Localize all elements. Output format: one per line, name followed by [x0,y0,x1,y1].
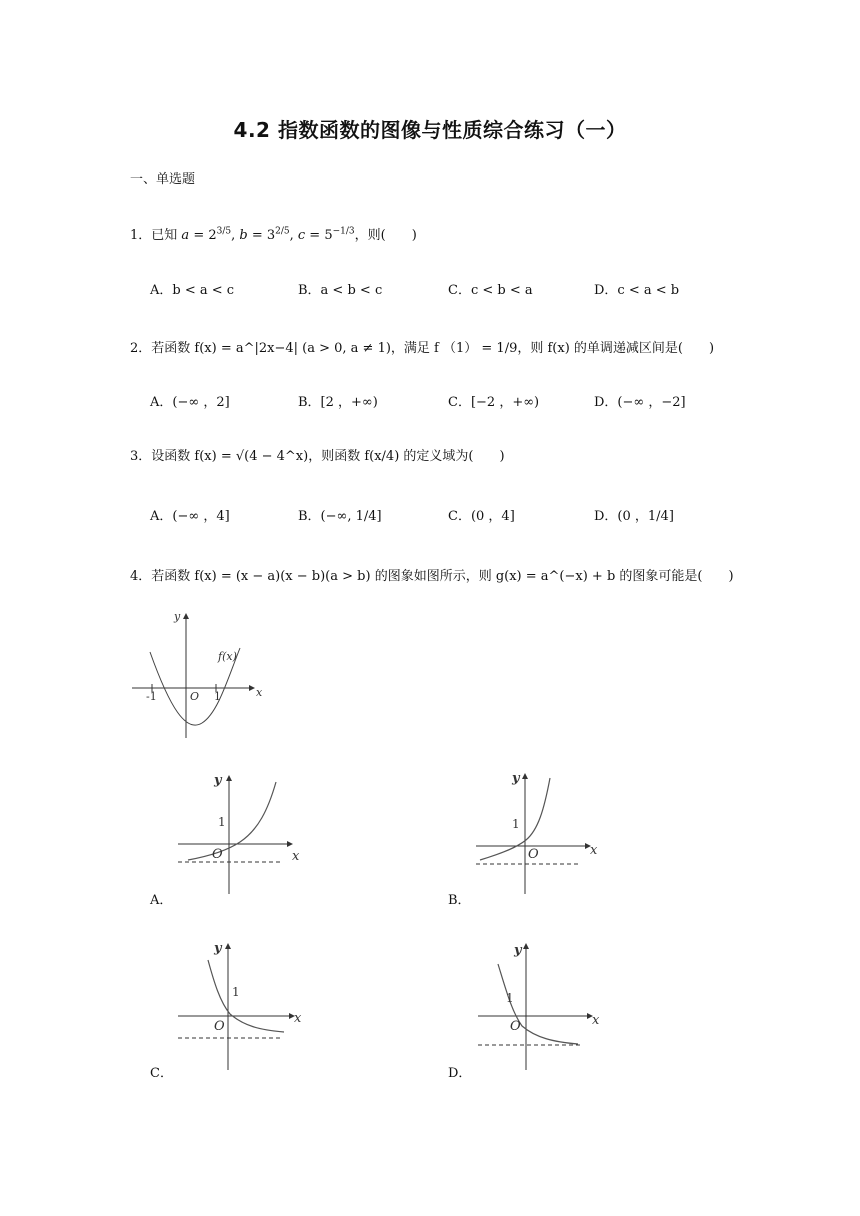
svg-text:O: O [528,847,539,862]
question-1-stem: 1．已知 $a = 2^{3/5}$, $b = 3^{2/5}$, $c = 5^{-1/3}$，则( ) [130,226,417,243]
option-a-label[interactable]: A． [150,893,173,908]
question-1-option-b[interactable]: B．a < b < c [298,283,383,298]
fig-f-y-label: y [174,610,181,623]
svg-text:O: O [214,1019,225,1034]
question-1-option-d[interactable]: D．c < a < b [594,283,680,298]
option-d-graph[interactable] [470,940,610,1075]
option-d-label[interactable]: D． [448,1066,472,1081]
svg-text:1: 1 [232,985,240,999]
question-1-option-c[interactable]: C．c < b < a [448,283,533,298]
fig-f-neg1: -1 [146,690,157,703]
svg-text:1: 1 [506,991,514,1005]
option-c-graph[interactable] [170,940,310,1075]
svg-text:1: 1 [218,815,226,829]
question-2-option-a[interactable]: A．(−∞ ，2] [150,395,230,410]
question-3-option-b[interactable]: B．(−∞, 1/4] [298,509,382,524]
svg-text:y: y [214,773,222,788]
question-3-option-d[interactable]: D．(0 ，1/4] [594,509,674,524]
svg-text:O: O [510,1019,521,1034]
question-3-option-a[interactable]: A．(−∞ ，4] [150,509,230,524]
fig-f-x-label: x [256,686,263,699]
svg-text:x: x [592,1013,600,1028]
fig-f-fx-label: f(x) [218,650,237,663]
svg-text:x: x [294,1011,302,1026]
svg-text:y: y [214,941,222,956]
question-2-option-c[interactable]: C．[−2 ，+∞) [448,395,540,410]
svg-text:y: y [512,771,520,786]
svg-text:x: x [292,849,300,864]
svg-text:x: x [590,843,598,858]
fig-f-one: 1 [214,690,221,703]
svg-text:y: y [514,943,522,958]
option-a-graph[interactable] [170,770,310,900]
svg-text:1: 1 [512,817,520,831]
page-title: 4.2 指数函数的图像与性质综合练习（一） [233,118,627,142]
option-b-graph[interactable] [470,770,610,900]
question-4-stem: 4．若函数 f(x) = (x − a)(x − b)(a > b) 的图象如图所示，则 g(x) = a^(−x) + b 的图象可能是( ) [130,569,734,584]
option-c-label[interactable]: C． [150,1066,173,1081]
question-2-option-b[interactable]: B．[2 ，+∞) [298,395,378,410]
svg-text:O: O [212,847,223,862]
question-3-option-c[interactable]: C．(0 ，4] [448,509,515,524]
question-2-stem: 2．若函数 f(x) = a^|2x−4| (a > 0, a ≠ 1)，满足 f （1） = 1/9，则 f(x) 的单调递减区间是( ) [130,341,715,356]
option-b-label[interactable]: B． [448,893,471,908]
question-3-stem: 3．设函数 f(x) = √(4 − 4^x)，则函数 f(x/4) 的定义域为( ) [130,449,505,464]
fig-f-origin: O [190,690,200,703]
question-1-option-a[interactable]: A．b < a < c [150,283,235,298]
section-heading: 一、单选题 [130,172,196,187]
question-2-option-d[interactable]: D．(−∞ ，−2] [594,395,686,410]
figure-f-graph [130,608,270,743]
